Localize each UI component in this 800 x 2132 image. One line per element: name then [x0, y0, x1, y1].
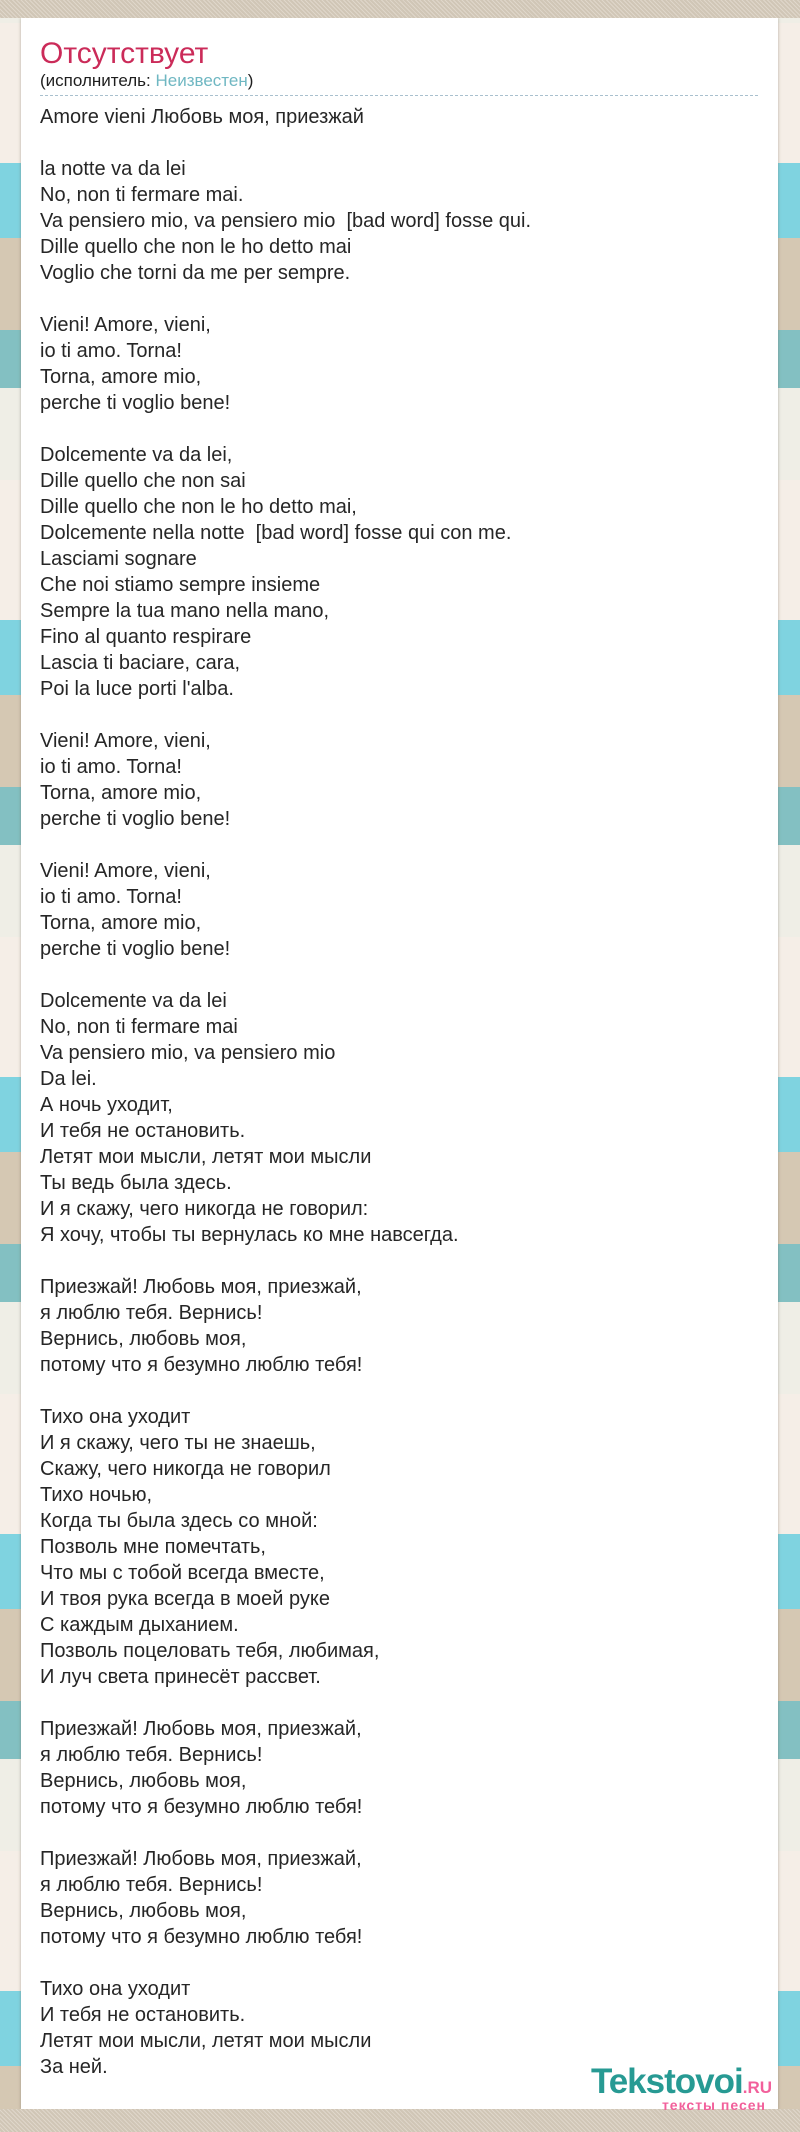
lyric-line: Da lei.: [40, 1068, 97, 1090]
lyrics-stanza: [40, 104, 758, 130]
lyric-line: Тихо ночью,: [40, 1484, 153, 1506]
lyric-line: И луч света принесёт рассвет.: [40, 1666, 321, 1688]
lyrics-stanza: [40, 156, 758, 286]
lyric-line: Amore vieni Любовь моя, приезжай: [40, 106, 364, 128]
lyrics-stanza: [40, 728, 758, 832]
lyric-line: Тихо она уходит: [40, 1978, 191, 2000]
lyric-line: Vieni! Amore, vieni,: [40, 314, 211, 336]
lyric-line: потому что я безумно люблю тебя!: [40, 1796, 363, 1818]
lyric-line: io ti amo. Torna!: [40, 756, 182, 778]
lyrics-stanza: [40, 1274, 758, 1378]
lyric-line: Torna, amore mio,: [40, 912, 202, 934]
lyric-line: Позволь мне помечтать,: [40, 1536, 266, 1558]
site-logo-tagline: тексты песен: [661, 2097, 766, 2113]
lyrics-header: [40, 38, 758, 96]
lyric-line: io ti amo. Torna!: [40, 340, 182, 362]
artist-line: [40, 70, 758, 92]
lyric-line: За ней.: [40, 2056, 108, 2078]
lyric-line: Вернись, любовь моя,: [40, 1328, 247, 1350]
lyric-line: Dille quello che non sai: [40, 470, 246, 492]
lyric-line: потому что я безумно люблю тебя!: [40, 1926, 363, 1948]
lyric-line: Va pensiero mio, va pensiero mio: [40, 1042, 336, 1064]
lyric-line: А ночь уходит,: [40, 1094, 173, 1116]
lyric-line: я люблю тебя. Вернись!: [40, 1302, 263, 1324]
lyrics-stanza: [40, 1404, 758, 1690]
lyric-line: И я скажу, чего никогда не говорил:: [40, 1198, 369, 1220]
site-logo[interactable]: [591, 2064, 772, 2112]
lyric-line: я люблю тебя. Вернись!: [40, 1744, 263, 1766]
lyrics-stanza: [40, 312, 758, 416]
lyric-line: И тебя не остановить.: [40, 1120, 246, 1142]
lyric-line: Скажу, чего никогда не говорил: [40, 1458, 331, 1480]
lyrics: [40, 104, 758, 2080]
lyrics-stanza: [40, 442, 758, 702]
lyric-line: Приезжай! Любовь моя, приезжай,: [40, 1718, 362, 1740]
lyric-line: Летят мои мысли, летят мои мысли: [40, 2030, 372, 2052]
lyric-line: С каждым дыханием.: [40, 1614, 239, 1636]
lyric-line: Dolcemente nella notte [bad word] fosse qui con me.: [40, 522, 512, 544]
lyric-line: Я хочу, чтобы ты вернулась ко мне навсегда.: [40, 1224, 459, 1246]
lyric-line: Летят мои мысли, летят мои мысли: [40, 1146, 372, 1168]
lyric-line: Dolcemente va da lei,: [40, 444, 233, 466]
lyric-line: perche ti voglio bene!: [40, 938, 231, 960]
lyric-line: Тихо она уходит: [40, 1406, 191, 1428]
lyric-line: Lascia ti baciare, cara,: [40, 652, 241, 674]
lyric-line: Вернись, любовь моя,: [40, 1770, 247, 1792]
top-texture-band: [0, 0, 800, 18]
lyrics-stanza: [40, 1846, 758, 1950]
lyric-line: perche ti voglio bene!: [40, 808, 231, 830]
lyric-line: Приезжай! Любовь моя, приезжай,: [40, 1276, 362, 1298]
site-logo-tld: .RU: [742, 2078, 772, 2097]
artist-label-prefix: (исполнитель:: [40, 71, 156, 90]
lyric-line: Torna, amore mio,: [40, 366, 202, 388]
lyric-line: perche ti voglio bene!: [40, 392, 231, 414]
lyric-line: Dille quello che non le ho detto mai,: [40, 496, 357, 518]
lyric-line: Когда ты была здесь со мной:: [40, 1510, 318, 1532]
lyric-line: Che noi stiamo sempre insieme: [40, 574, 321, 596]
lyric-line: No, non ti fermare mai: [40, 1016, 238, 1038]
lyric-line: Что мы с тобой всегда вместе,: [40, 1562, 325, 1584]
lyric-line: Dille quello che non le ho detto mai: [40, 236, 352, 258]
lyric-line: Voglio che torni da me per sempre.: [40, 262, 351, 284]
lyrics-stanza: [40, 1716, 758, 1820]
artist-link[interactable]: Неизвестен: [155, 71, 248, 90]
lyric-line: И я скажу, чего ты не знаешь,: [40, 1432, 316, 1454]
lyrics-stanza: [40, 858, 758, 962]
lyric-line: Dolcemente va da lei: [40, 990, 227, 1012]
lyric-line: И твоя рука всегда в моей руке: [40, 1588, 330, 1610]
lyric-line: Vieni! Amore, vieni,: [40, 860, 211, 882]
lyric-line: Sempre la tua mano nella mano,: [40, 600, 330, 622]
site-logo-name: Tekstovoi: [590, 2062, 743, 2101]
lyric-line: No, non ti fermare mai.: [40, 184, 244, 206]
lyric-line: я люблю тебя. Вернись!: [40, 1874, 263, 1896]
lyric-line: Lasciami sognare: [40, 548, 197, 570]
lyric-line: Fino al quanto respirare: [40, 626, 252, 648]
lyric-line: Позволь поцеловать тебя, любимая,: [40, 1640, 380, 1662]
lyric-line: Torna, amore mio,: [40, 782, 202, 804]
content-card: [21, 18, 778, 2113]
artist-label-suffix: ): [247, 71, 254, 90]
lyric-line: Ты ведь была здесь.: [40, 1172, 232, 1194]
lyric-line: потому что я безумно люблю тебя!: [40, 1354, 363, 1376]
page-title: Отсутствует: [40, 37, 209, 70]
lyric-line: Приезжай! Любовь моя, приезжай,: [40, 1848, 362, 1870]
lyric-line: Va pensiero mio, va pensiero mio [bad word] fosse qui.: [40, 210, 531, 232]
lyric-line: Вернись, любовь моя,: [40, 1900, 247, 1922]
lyrics-stanza: [40, 988, 758, 1248]
lyric-line: io ti amo. Torna!: [40, 886, 182, 908]
lyric-line: Poi la luce porti l'alba.: [40, 678, 234, 700]
lyric-line: la notte va da lei: [40, 158, 186, 180]
lyric-line: Vieni! Amore, vieni,: [40, 730, 211, 752]
lyric-line: И тебя не остановить.: [40, 2004, 246, 2026]
